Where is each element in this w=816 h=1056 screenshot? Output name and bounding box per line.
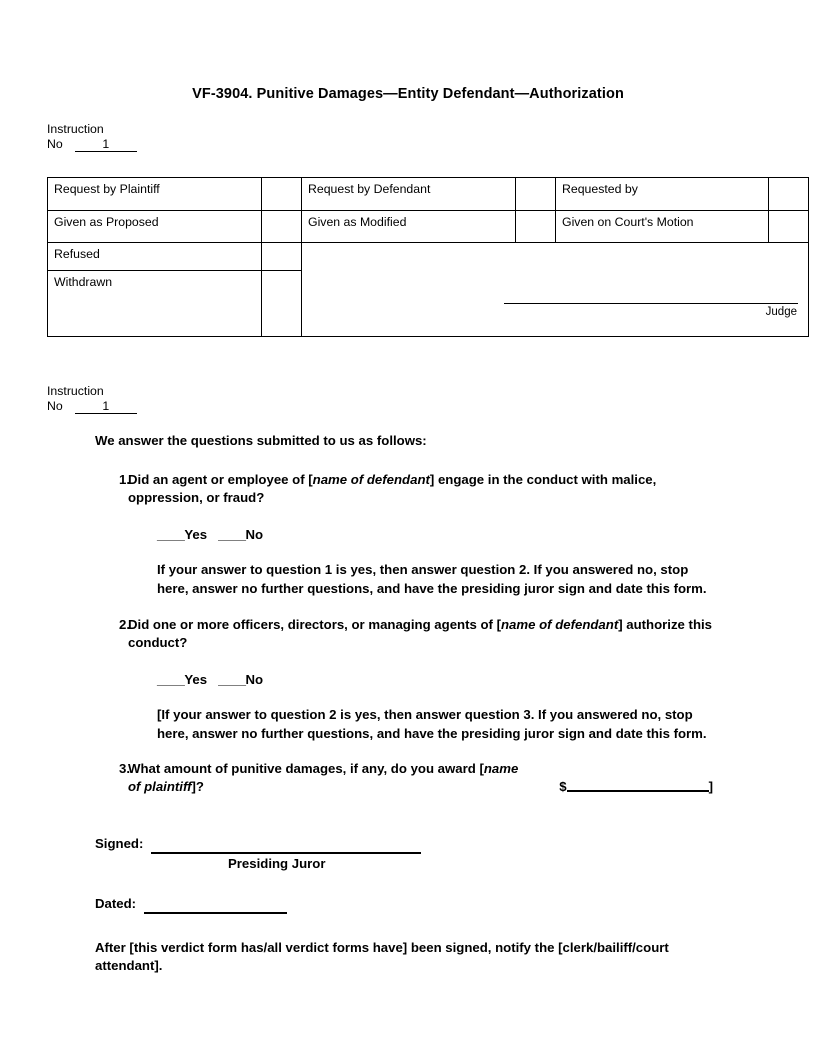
verdict-lead-in: We answer the questions submitted to us as follows: bbox=[95, 433, 427, 448]
question-3-amount-bracket: ] bbox=[708, 779, 713, 795]
checkbox-given-on-courts-motion[interactable] bbox=[769, 211, 809, 243]
question-1-text bbox=[128, 471, 720, 508]
question-2-yes-label: Yes bbox=[184, 671, 208, 687]
question-2-text-post: ] authorize this conduct? bbox=[128, 616, 712, 651]
instruction-no-label-top: No bbox=[47, 137, 63, 151]
judge-signature-block bbox=[504, 302, 798, 318]
cell-request-by-plaintiff: Request by Plaintiff bbox=[48, 178, 262, 211]
judge-signature-cell bbox=[302, 243, 809, 337]
question-2-no-blank[interactable]: ____ bbox=[218, 671, 246, 687]
instruction-no-value-bottom[interactable]: 1 bbox=[75, 399, 137, 414]
question-1-no-label: No bbox=[245, 526, 264, 542]
cell-given-on-courts-motion: Given on Court's Motion bbox=[556, 211, 769, 243]
judge-signature-label: Judge bbox=[765, 306, 797, 318]
page-title: VF-3904. Punitive Damages—Entity Defendant—Authorization bbox=[192, 86, 624, 102]
question-3-placeholder: name of plaintiff bbox=[128, 760, 519, 795]
instruction-no-value-top[interactable]: 1 bbox=[75, 137, 137, 152]
cell-refused: Refused bbox=[48, 243, 262, 271]
question-1-text-pre: Did an agent or employee of [ bbox=[128, 471, 313, 487]
question-1 bbox=[95, 471, 720, 508]
question-1-note: If your answer to question 1 is yes, then answer question 2. If you answered no, stop here, answer no further questions, and have the presiding juror sign and date this form. bbox=[157, 562, 707, 596]
table-row bbox=[48, 211, 809, 243]
checkbox-withdrawn[interactable] bbox=[262, 271, 302, 337]
question-3-text-post: ]? bbox=[191, 779, 204, 795]
instruction-label-top: Instruction bbox=[47, 122, 104, 136]
checkbox-refused[interactable] bbox=[262, 243, 302, 271]
question-1-placeholder: name of defendant bbox=[312, 471, 430, 487]
judge-signature-line[interactable] bbox=[504, 302, 798, 304]
question-3-number: 3. bbox=[119, 760, 130, 776]
cell-given-as-modified: Given as Modified bbox=[302, 211, 516, 243]
cell-request-by-defendant: Request by Defendant bbox=[302, 178, 516, 211]
signed-label: Signed: bbox=[95, 836, 144, 851]
closing-instruction: After [this verdict form has/all verdict forms have] been signed, notify the [clerk/bailiff/court attendant]. bbox=[95, 939, 669, 974]
checkbox-request-by-defendant[interactable] bbox=[516, 178, 556, 211]
dated-line[interactable] bbox=[144, 898, 287, 914]
disposition-table bbox=[47, 177, 809, 337]
table-row bbox=[48, 178, 809, 211]
checkbox-given-as-proposed[interactable] bbox=[262, 211, 302, 243]
instruction-no-label-bottom: No bbox=[47, 399, 63, 413]
verdict-body bbox=[95, 432, 720, 797]
signed-line[interactable] bbox=[151, 838, 421, 854]
instruction-label-bottom: Instruction bbox=[47, 384, 104, 398]
question-3-amount-field[interactable] bbox=[559, 778, 720, 797]
table-row bbox=[48, 243, 809, 271]
signed-caption: Presiding Juror bbox=[228, 855, 326, 871]
cell-requested-by: Requested by bbox=[556, 178, 769, 211]
checkbox-given-as-modified[interactable] bbox=[516, 211, 556, 243]
question-1-text-post: ] engage in the conduct with malice, oppression, or fraud? bbox=[128, 471, 657, 506]
question-3 bbox=[95, 760, 720, 797]
question-2-answers bbox=[157, 671, 720, 690]
question-2-note: [If your answer to question 2 is yes, then answer question 3. If you answered no, stop here, answer no further questions, and have the presiding juror sign and date this form. bbox=[157, 707, 707, 741]
instruction-number-header-bottom bbox=[47, 384, 137, 414]
question-3-amount-blank[interactable] bbox=[567, 778, 709, 792]
question-1-yes-label: Yes bbox=[184, 526, 208, 542]
question-2-yes-blank[interactable]: ____ bbox=[157, 671, 185, 687]
signed-row bbox=[95, 835, 735, 854]
question-1-yes-blank[interactable]: ____ bbox=[157, 526, 185, 542]
cell-given-as-proposed: Given as Proposed bbox=[48, 211, 262, 243]
question-1-number: 1. bbox=[119, 471, 130, 487]
question-3-text-pre: What amount of punitive damages, if any, do you award [ bbox=[128, 760, 484, 776]
checkbox-requested-by[interactable] bbox=[769, 178, 809, 211]
question-3-text bbox=[128, 760, 525, 797]
question-2 bbox=[95, 616, 720, 653]
checkbox-request-by-plaintiff[interactable] bbox=[262, 178, 302, 211]
question-2-placeholder: name of defendant bbox=[500, 616, 619, 632]
question-1-answers bbox=[157, 526, 720, 545]
instruction-number-header-top bbox=[47, 122, 137, 152]
question-1-no-blank[interactable]: ____ bbox=[218, 526, 246, 542]
question-2-no-label: No bbox=[245, 671, 264, 687]
dollar-sign: $ bbox=[559, 779, 567, 795]
signature-area bbox=[95, 835, 735, 989]
question-2-text bbox=[128, 616, 720, 653]
question-2-text-pre: Did one or more officers, directors, or managing agents of [ bbox=[128, 616, 501, 632]
question-2-number: 2. bbox=[119, 616, 130, 632]
dated-label: Dated: bbox=[95, 896, 137, 912]
dated-row bbox=[95, 895, 735, 914]
cell-withdrawn: Withdrawn bbox=[48, 271, 262, 337]
